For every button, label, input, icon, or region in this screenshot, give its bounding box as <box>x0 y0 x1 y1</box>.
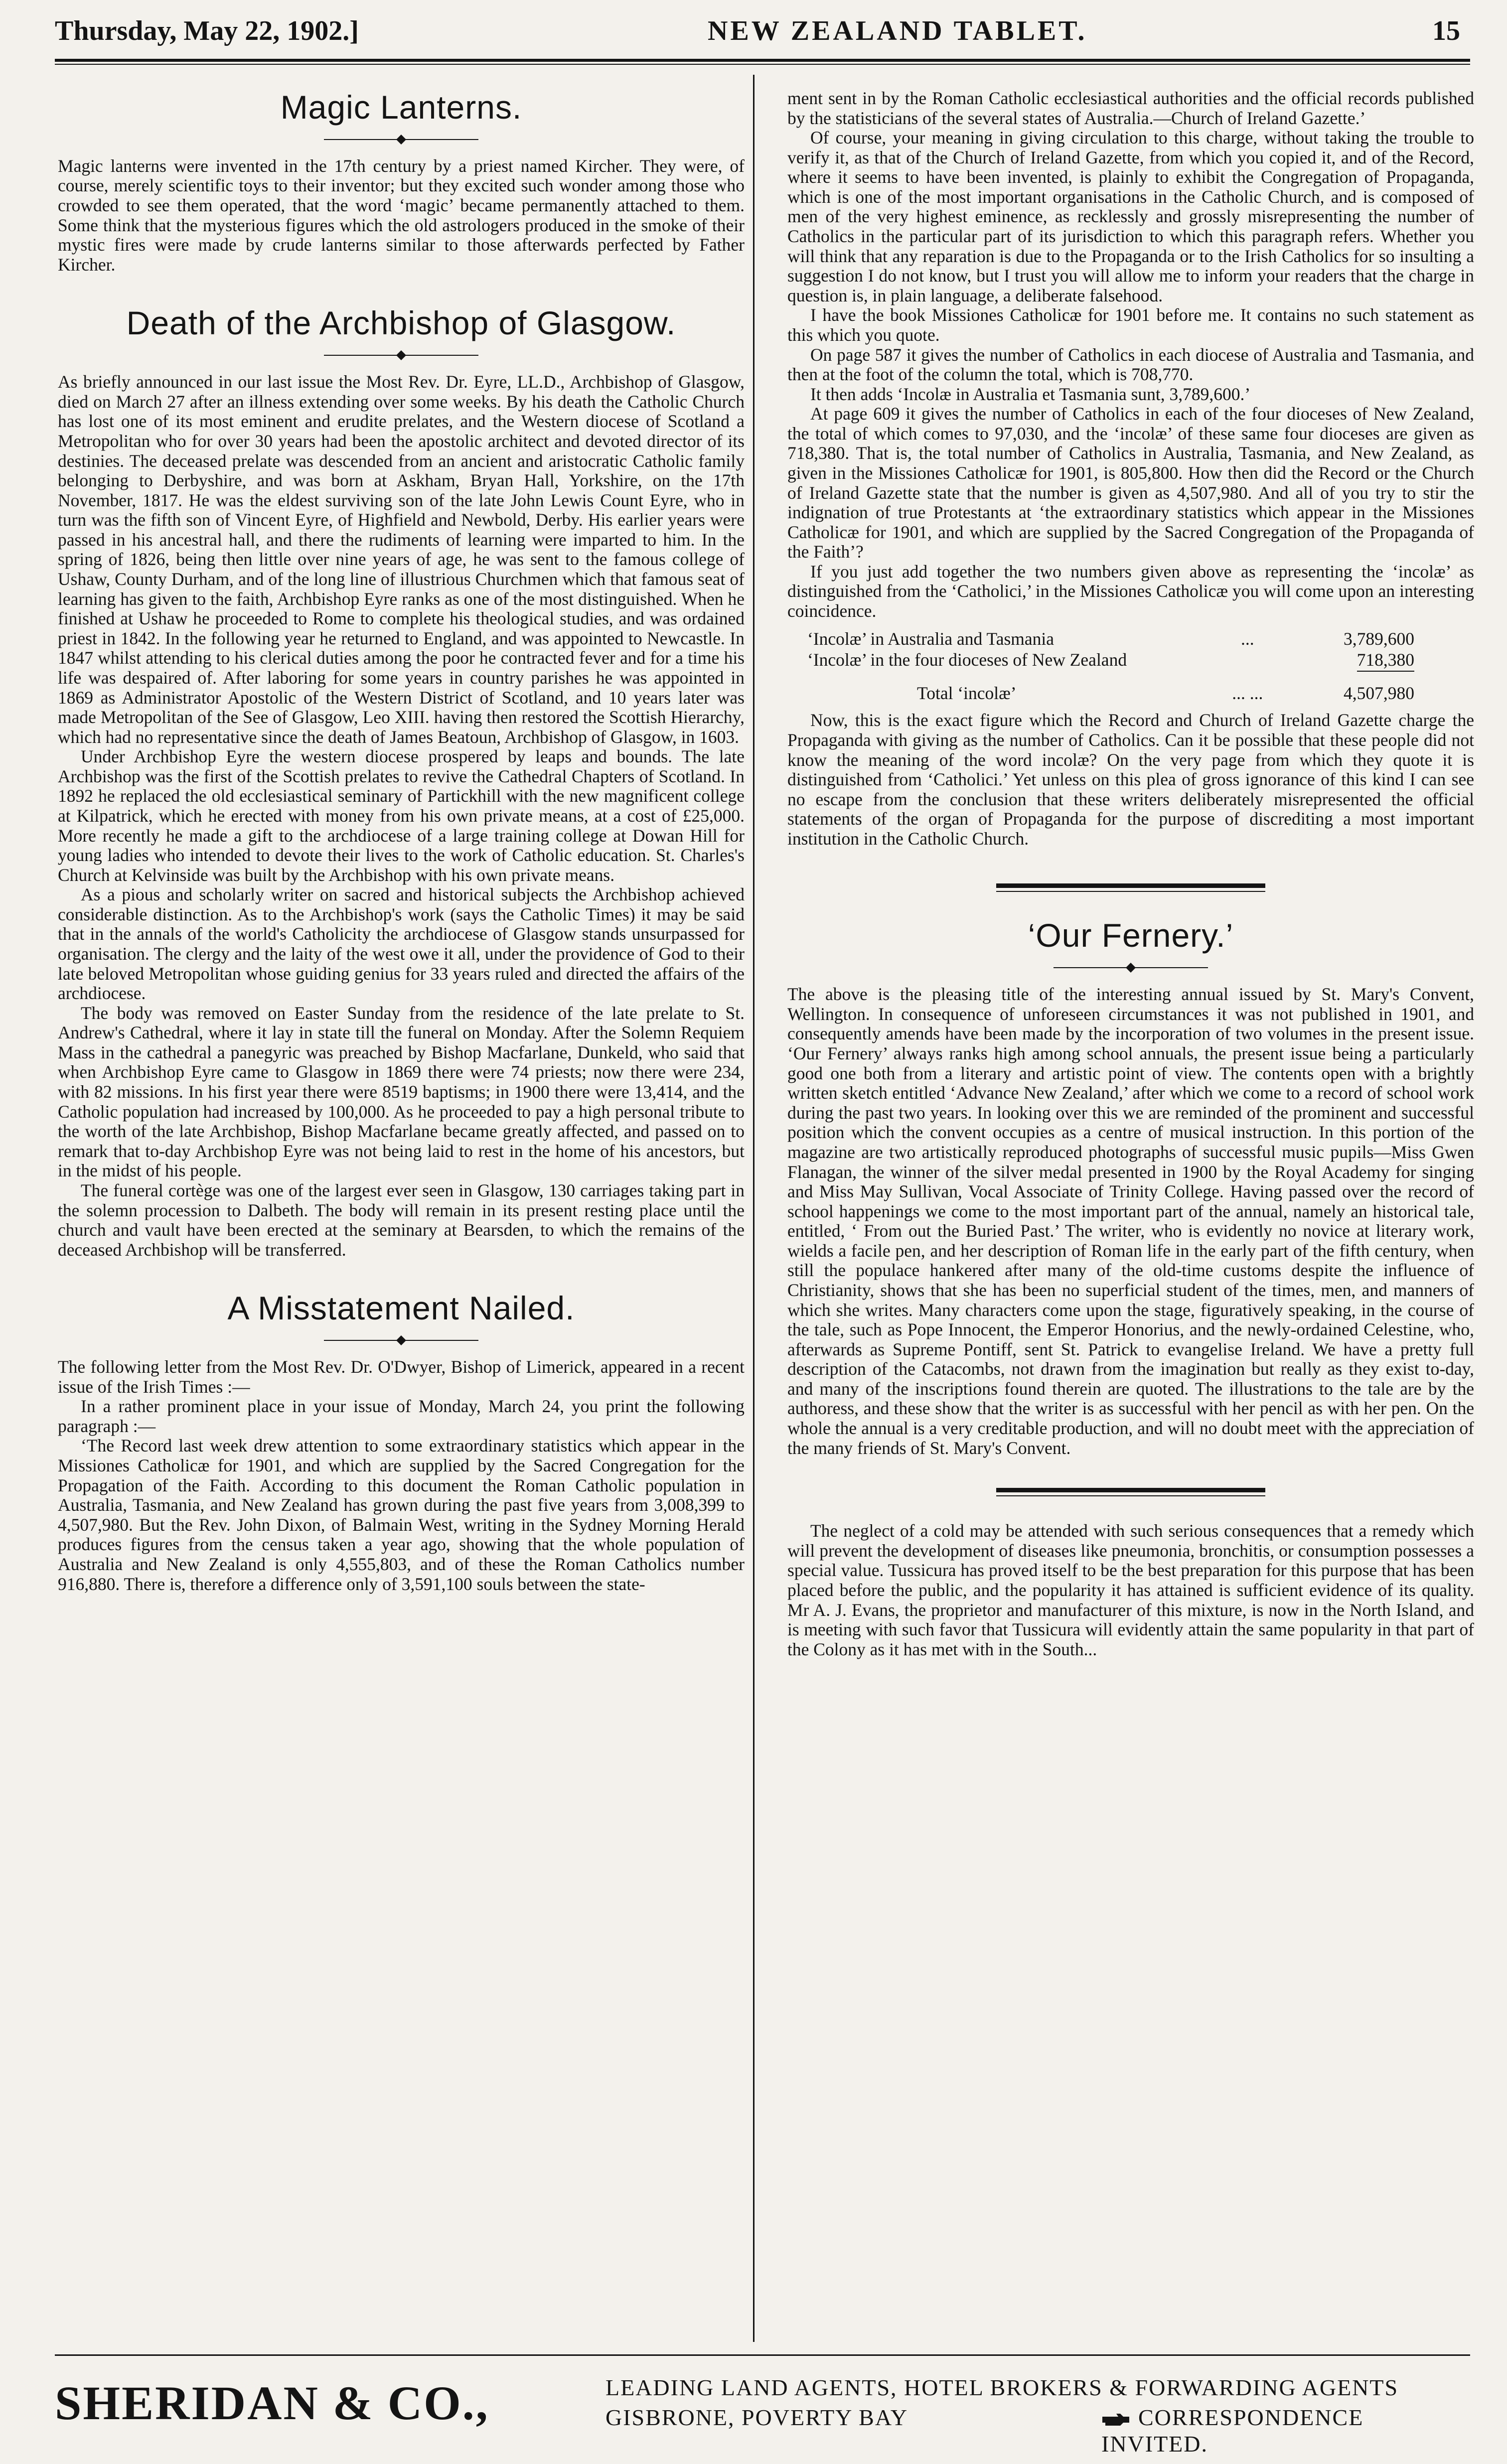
advert-services: LEADING LAND AGENTS, HOTEL BROKERS & FORWARDING AGENTS <box>605 2375 1399 2400</box>
advert-rule <box>55 2354 1470 2356</box>
paragraph: The neglect of a cold may be attended with such serious consequences that a remedy which will prevent the development of diseases like pneumonia, bronchitis, or consumption possesses a special value. Tussicura has proved itself to be the best preparation for this purpose that has been placed before the public, and the popularity it has attained is sufficient evidence of its quality. Mr A. J. Evans, the proprietor and manufacturer of this mixture, is now in the North Island, and is meeting with such favor that Tussicura will evidently attain the same popularity in that part of the Colony as it has met with in the South... <box>787 1521 1474 1659</box>
article-misstatement-continued <box>787 89 1474 849</box>
figure-value: 3,789,600 <box>1344 628 1414 649</box>
ornament-divider-icon <box>324 1334 478 1346</box>
paragraph: The funeral cortège was one of the largest ever seen in Glasgow, 130 carriages taking part in the solemn procession to Dalbeth. The body will remain in its present resting place until the church and vault have been erected at the seminary at Bearsden, to which the remains of the deceased Archbishop will be transferred. <box>58 1180 745 1260</box>
paragraph: Magic lanterns were invented in the 17th century by a priest named Kircher. They were, of course, merely scientific toys to their inventor; but they excited such wonder among those who crowded to see them operated, that the word ‘magic’ became permanently attached to them. Some think that the mysterious figures which the old astrologers produced in the smoke of their mystic fires were made by crude lanterns similar to those afterwards perfected by Father Kircher. <box>58 155 745 275</box>
paragraph: At page 609 it gives the number of Catholics in each of the four dioceses of New Zealand, the total of which comes to 97,030, and the ‘incolæ’ of these same four dioceses are given as 718,380. That is, the total number of Catholics in Australia, Tasmania, and New Zealand, as given in the Missiones Catholicæ for 1901, is 805,800. How then did the Record or the Church of Ireland Gazette state that the number is given as 4,507,980. And all of you try to stir the indignation of true Protestants at ‘the extraordinary statistics which appear in the Missiones Catholicæ for 1901, and which are supplied by the Sacred Congregation of the Propaganda of the Faith’? <box>787 404 1474 562</box>
paragraph: Now, this is the exact figure which the Record and Church of Ireland Gazette charge the Propaganda with giving as the number of Catholics. Can it be possible that these people did not know the meaning of the word incolæ? On the very page from which they quote it is distinguished from ‘Catholici.’ Yet unless on this plea of gross ignorance of this kind I can see no escape from the conclusion that these writers deliberately misrepresented the official statements of the organ of Propaganda for the purpose of discrediting a most important institution in the Catholic Church. <box>787 710 1474 849</box>
paragraph: I have the book Missiones Catholicæ for 1901 before me. It contains no such statement as this which you quote. <box>787 305 1474 345</box>
page-number: 15 <box>1432 15 1460 46</box>
advert-correspondence-text: CORRESPONDENCE INVITED. <box>1101 2405 1364 2457</box>
table-row <box>787 649 1474 672</box>
paragraph: Under Archbishop Eyre the western diocese prospered by leaps and bounds. The late Archbishop was the first of the Scottish prelates to revive the Cathedral Chapters of Scotland. In 1892 he replaced the old ecclesiastical seminary of Partickhill with the new magnificent college at Kilpatrick, which he erected with money from his own private means, at a cost of £25,000. More recently he made a gift to the archdiocese of a large training college at Dowan Hill for young ladies who intended to devote their lives to the work of Catholic education. St. Charles's Church at Kelvinside was built by the Archbishop with his own private means. <box>58 746 745 885</box>
advert-correspondence <box>1101 2404 1470 2457</box>
advertisement-sheridan <box>55 2354 1470 2457</box>
article-cold-notice <box>787 1521 1474 1659</box>
paragraph: As briefly announced in our last issue the Most Rev. Dr. Eyre, LL.D., Archbishop of Glasgow, died on March 27 after an illness extending over some weeks. By his death the Catholic Church has lost one of its most eminent and erudite prelates, and the Western diocese of Scotland a Metropolitan who for over 30 years had been the apostolic architect and devoted director of its destinies. The deceased prelate was descended from an ancient and aristocratic Catholic family belonging to Derbyshire, and was born at Askham, Bryan Hall, Yorkshire, on the 17th November, 1817. He was the eldest surviving son of the late John Lewis Count Eyre, who in turn was the fifth son of Vincent Eyre, of Highfield and Newbold, Derby. His earlier years were passed in his ancestral hall, and there the rudiments of learning were imparted to him. In the spring of 1826, being then little over nine years of age, he was sent to the famous college of Ushaw, County Durham, and of the long line of illustrious Churchmen which that famous seat of learning has given to the faith, Archbishop Eyre ranks as one of the most distinguished. When he finished at Ushaw he proceeded to Rome to complete his theological studies, and was ordained priest in 1842. In the following year he returned to England, and was appointed to Newcastle. In 1847 whilst attending to his clerical duties among the poor he contracted fever and for a time his life was despaired of. After laboring for some years in country parishes he was appointed in 1869 as Administrator Apostolic of the Western District of Scotland, and 10 years later was made Metropolitan of the See of Glasgow, Leo XIII. having then restored the Scottish Hierarchy, which had no representative since the death of James Beatoun, Archbishop of Glasgow, in 1603. <box>58 372 745 747</box>
paragraph: Of course, your meaning in giving circulation to this charge, without taking the trouble to verify it, as that of the Church of Ireland Gazette, from which you copied it, and of the Record, where it seems to have been invented, is plainly to exhibit the Congregation of Propaganda, which is one of the most important organisations in the Catholic Church, and is composed of men of the very highest eminence, as recklessly and grossly misrepresenting the number of Catholics in the particular part of its jurisdiction to which this paragraph refers. Whether you will think that any reparation is due to the Propaganda or to the Irish Catholics for so insulting a suggestion I do not know, but I trust you will allow me to inform your readers that the charge in question is, in plain language, a deliberate falsehood. <box>787 128 1474 305</box>
figure-total-value: 4,507,980 <box>1344 683 1414 703</box>
heading-magic-lanterns: Magic Lanterns. <box>280 89 522 126</box>
paragraph: The body was removed on Easter Sunday from the residence of the late prelate to St. Andrew's Cathedral, where it lay in state till the funeral on Monday. After the Solemn Requiem Mass in the cathedral a panegyric was preached by Bishop Macfarlane, Dunkeld, who said that when Archbishop Eyre came to Glasgow in 1869 there were 74 priests; now there were 234, with 82 missions. In his first year there were 8519 baptisms; in 1900 there were 13,414, and the Catholic population had increased by 100,000. As he proceeded to pay a high personal tribute to the worth of the late Archbishop, Bishop Macfarlane became greatly affected, and passed on to remark that to-day Archbishop Eyre was not being laid to rest in the home of his ancestors, but in the midst of his people. <box>58 1003 745 1181</box>
paragraph: On page 587 it gives the number of Catholics in each diocese of Australia and Tasmania, and then at the foot of the column the total, which is 708,770. <box>787 344 1474 385</box>
figure-dots: ... ... <box>1232 683 1263 703</box>
figure-total-label: Total ‘incolæ’ <box>917 683 1017 703</box>
paragraph: As a pious and scholarly writer on sacred and historical subjects the Archbishop achieved considerable distinction. As to the Archbishop's work (says the Catholic Times) it may be said that in the annals of the world's Catholicity the archdiocese of Glasgow stands unsurpassed for organisation. The clergy and the laity of the west owe it all, under the providence of God to their late beloved Metropolitan whose guiding genius for 33 years ruled and directed the affairs of the archdiocese. <box>58 884 745 1004</box>
issue-date: Thursday, May 22, 1902.] <box>55 15 359 46</box>
article-misstatement <box>58 1290 745 1594</box>
masthead-rule <box>55 59 1470 62</box>
advert-company-name: SHERIDAN & CO., <box>55 2376 489 2430</box>
heading-fernery: ‘Our Fernery.’ <box>1028 917 1234 954</box>
figure-value: 718,380 <box>1357 649 1414 672</box>
newspaper-title: NEW ZEALAND TABLET. <box>708 15 1087 46</box>
masthead <box>55 11 1470 66</box>
left-column <box>58 89 745 1614</box>
figure-label: ‘Incolæ’ in Australia and Tasmania <box>807 628 1055 649</box>
figure-dots: ... <box>1240 628 1254 649</box>
paragraph: In a rather prominent place in your issue of Monday, March 24, you print the following paragraph :— <box>58 1396 745 1436</box>
heading-misstatement: A Misstatement Nailed. <box>227 1290 575 1327</box>
paragraph: ‘The Record last week drew attention to some extraordinary statistics which appear in the Missiones Catholicæ for 1901, and which are supplied by the Sacred Congregation for the Propagation of the Faith. According to this document the Roman Catholic population in Australia, Tasmania, and New Zealand has grown during the past five years from 3,008,399 to 4,507,980. But the Rev. John Dixon, of Balmain West, writing in the Sydney Morning Herald produces figures from the census taken a year ago, showing that the whole population of Australia and New Zealand is only 4,555,803, and of these the Roman Catholics number 916,880. There is, therefore a difference only of 3,591,100 souls between the state- <box>58 1436 745 1594</box>
column-divider <box>753 75 754 2342</box>
table-row <box>787 628 1474 650</box>
figure-dots <box>1200 649 1296 672</box>
ornament-divider-icon <box>324 349 478 361</box>
ornament-divider-icon <box>324 134 478 145</box>
paragraph: ment sent in by the Roman Catholic ecclesiastical authorities and the official records published by the statisticians of the several states of Australia.—Church of Ireland Gazette.’ <box>787 88 1474 128</box>
paragraph: If you just add together the two numbers given above as representing the ‘incolæ’ as distinguished from the ‘Catholici,’ in the Missiones Catholicæ you will come upon an interesting coincidence. <box>787 561 1474 621</box>
incolae-figures-table <box>787 628 1474 704</box>
figure-label: ‘Incolæ’ in the four dioceses of New Zealand <box>807 650 1127 670</box>
paragraph: It then adds ‘Incolæ in Australia et Tasmania sunt, 3,789,600.’ <box>810 384 1251 404</box>
ornament-divider-icon <box>1054 962 1208 974</box>
article-archbishop <box>58 304 745 1260</box>
article-fernery <box>787 917 1474 1458</box>
paragraph: The following letter from the Most Rev. Dr. O'Dwyer, Bishop of Limerick, appeared in a recent issue of the Irish Times :— <box>58 1357 745 1397</box>
article-magic-lanterns <box>58 89 745 275</box>
section-separator <box>787 883 1474 892</box>
advert-location: GISBRONE, POVERTY BAY <box>605 2405 908 2430</box>
masthead-rule-thin <box>55 64 1470 65</box>
paragraph: The above is the pleasing title of the interesting annual issued by St. Mary's Convent, Wellington. In consequence of unforeseen circumstances it was not published in 1901, and consequently amends have been made by the incorporation of two volumes in the present issue. ‘Our Fernery’ always ranks high among school annuals, the present issue being a particularly good one both from a literary and artistic point of view. The contents open with a brightly written sketch entitled ‘Advance New Zealand,’ after which we come to a record of school work during the past two years. In looking over this we are reminded of the prominent and successful position which the convent occupies as a centre of musical instruction. In this portion of the magazine are two artistically reproduced photographs of successful music pupils—Miss Gwen Flanagan, the winner of the silver medal presented in 1900 by the Royal Academy for singing and Miss May Sullivan, Vocal Associate of Trinity College. Having passed over the record of school happenings we come to the most important part of the annual, namely an historical tale, entitled, ‘ From out the Buried Past.’ The writer, who is evidently no novice at literary work, wields a facile pen, and her description of Roman life in the early part of the fifth century, when still the populace hankered after many of the old-time customs despite the influence of Christianity, shows that she has been no superficial student of the times, men, and manners of which she writes. Many characters come upon the stage, figuratively speaking, in the course of the tale, such as Pope Innocent, the Emperor Honorius, and the newly-ordained Celestine, who, afterwards as Supreme Pontiff, sent St. Patrick to evangelise Ireland. We have a pretty full description of the Catacombs, not drawn from the imagination but really as they exist to-day, and many of the inscriptions found therein are quoted. The illustrations to the tale are by the authoress, and these show that the writer is as successful with her pencil as with her pen. On the whole the annual is a very creditable production, and will no doubt meet with the appreciation of the many friends of St. Mary's Convent. <box>787 984 1474 1458</box>
pointing-hand-icon <box>1101 2411 1131 2429</box>
section-separator <box>787 1488 1474 1496</box>
right-column <box>787 89 1474 1679</box>
table-row-total <box>787 672 1474 704</box>
heading-archbishop: Death of the Archbishop of Glasgow. <box>126 304 676 342</box>
